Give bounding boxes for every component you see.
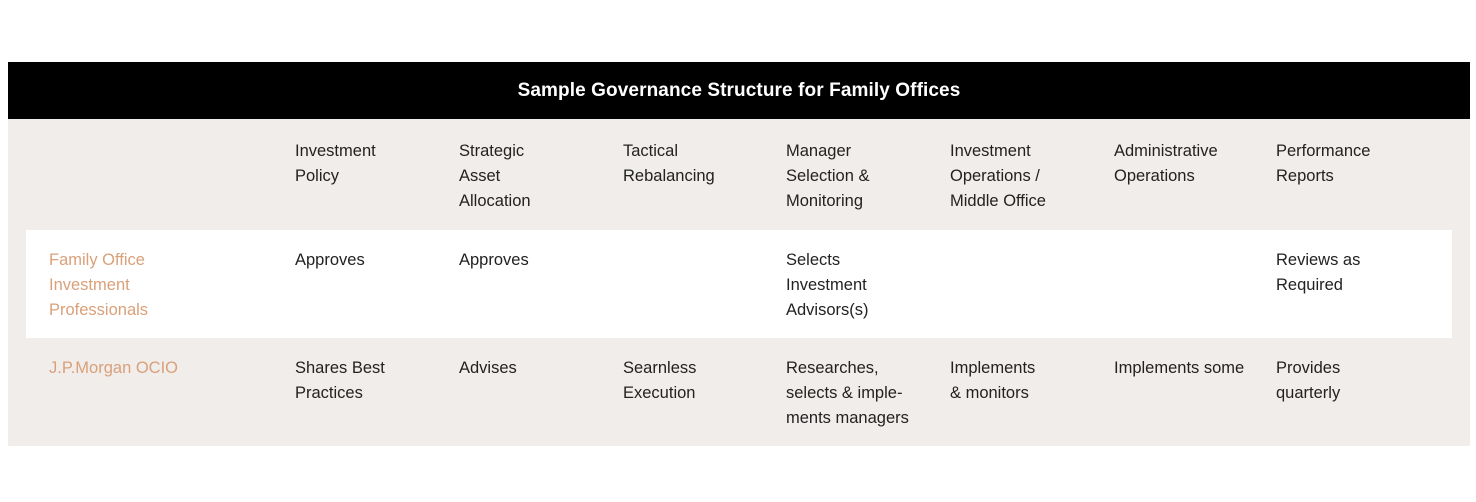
header-row (8, 119, 1470, 230)
cell-performance-reports: Reviews as Required (1276, 251, 1361, 294)
governance-table (8, 62, 1470, 446)
cell-manager-selection: Selects Investment Advisors(s) (786, 251, 869, 319)
row-label-jpmorgan-ocio: J.P.Morgan OCIO (49, 359, 178, 377)
header-tactical-rebalancing: Tactical Rebalancing (623, 142, 715, 185)
header-strategic-asset-allocation: Strategic Asset Allocation (459, 142, 531, 210)
header-administrative-operations: Administrative Operations (1114, 142, 1218, 185)
cell-manager-selection: Researches, selects & imple- ments managers (786, 359, 909, 427)
cell-tactical-rebalancing: Searnless Execution (623, 359, 697, 402)
header-performance-reports: Performance Reports (1276, 142, 1371, 185)
cell-investment-policy: Shares Best Practices (295, 359, 385, 402)
cell-strategic-asset-allocation: Approves (459, 251, 529, 269)
header-investment-policy: Investment Policy (295, 142, 376, 185)
cell-investment-operations: Implements & monitors (950, 359, 1036, 402)
cell-performance-reports: Provides quarterly (1276, 359, 1341, 402)
cell-strategic-asset-allocation: Advises (459, 359, 517, 377)
row-label-family-office: Family Office Investment Professionals (49, 251, 149, 319)
header-investment-operations: Investment Operations / Middle Office (950, 142, 1046, 210)
table-title: Sample Governance Structure for Family Offices (8, 62, 1470, 119)
table-row-jpmorgan-ocio (8, 338, 1470, 446)
header-manager-selection: Manager Selection & Monitoring (786, 142, 870, 210)
cell-administrative-operations: Implements some (1114, 359, 1245, 377)
table-row-family-office (26, 230, 1452, 338)
cell-investment-policy: Approves (295, 251, 365, 269)
